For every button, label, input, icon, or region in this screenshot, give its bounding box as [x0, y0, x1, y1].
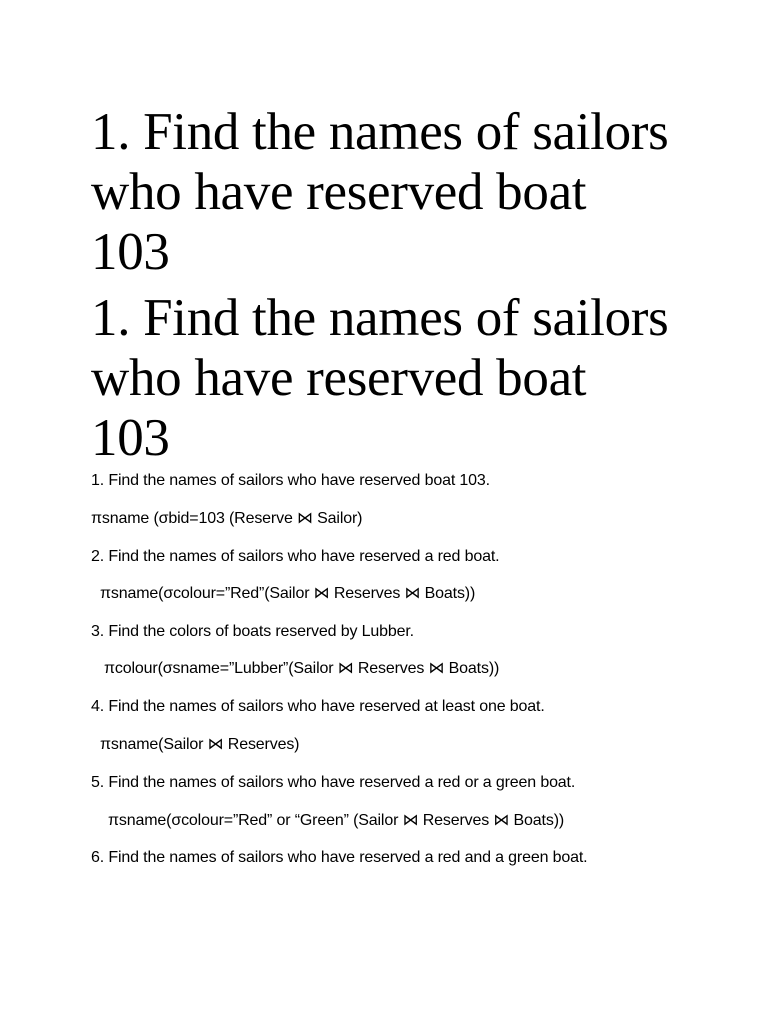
heading-2-line-1: 1. Find the names of sailors — [91, 289, 669, 347]
heading-2-line-3: 103 — [91, 409, 170, 467]
answer-1: πsname (σbid=103 (Reserve ⋈ Sailor) — [91, 510, 363, 527]
question-6: 6. Find the names of sailors who have reserved a red and a green boat. — [91, 849, 588, 866]
heading-2-line-2: who have reserved boat — [91, 349, 587, 407]
question-3: 3. Find the colors of boats reserved by Lubber. — [91, 623, 414, 640]
question-4: 4. Find the names of sailors who have reserved at least one boat. — [91, 698, 545, 715]
question-2: 2. Find the names of sailors who have reserved a red boat. — [91, 548, 500, 565]
heading-1-line-2: who have reserved boat — [91, 163, 587, 221]
answer-3: πcolour(σsname=”Lubber”(Sailor ⋈ Reserves ⋈ Boats)) — [104, 660, 500, 677]
answer-4: πsname(Sailor ⋈ Reserves) — [100, 736, 300, 753]
question-5: 5. Find the names of sailors who have reserved a red or a green boat. — [91, 774, 576, 791]
answer-2: πsname(σcolour=”Red”(Sailor ⋈ Reserves ⋈ Boats)) — [100, 585, 476, 602]
heading-1-line-3: 103 — [91, 223, 170, 281]
heading-1-line-1: 1. Find the names of sailors — [91, 103, 669, 161]
answer-5: πsname(σcolour=”Red” or “Green” (Sailor ⋈ Reserves ⋈ Boats)) — [108, 812, 565, 829]
question-1: 1. Find the names of sailors who have reserved boat 103. — [91, 472, 490, 489]
